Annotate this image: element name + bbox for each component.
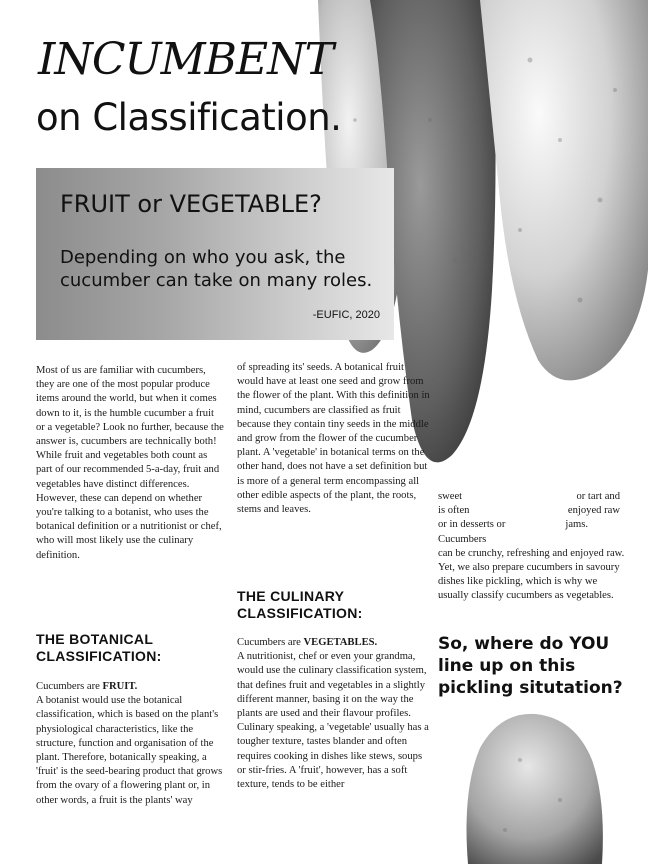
botanical-body: A botanist would use the botanical classification, which is based on the plant's physiological characteristics, like the structure, function and organisation of the plant. Therefore, botanically speaking, a 'fruit' is the seed-bearing product that grows from the ovary of a flowering plant or, in other words, a fruit is the plants' way [36, 695, 223, 806]
culinary-lead-bold: VEGETABLES. [303, 637, 378, 648]
botanical-continued: of spreading its' seeds. A botanical fruit would have at least one seed and grow from the flower of the plant. With this definition in mind, cucumbers are classified as fruit because they contain tiny seeds in the middle and grow from the flower of the cucumber plant. A 'vegetable' in botanical terms on the other hand, does not have a set definition but is more of a general term encompassing all other edible aspects of the plant, the roots, stems and leaves. [237, 362, 430, 516]
culinary-heading: THE CULINARY CLASSIFICATION: [237, 588, 363, 621]
cucumber-right [480, 0, 648, 380]
page-title-line2: on Classification. [36, 96, 342, 139]
continued-line-3a: or in desserts or [438, 519, 506, 531]
continued-line-1b: or tart and [576, 491, 620, 502]
continued-line-3b: jams. Cucumbers [438, 519, 589, 545]
botanical-lead: Cucumbers are [36, 681, 103, 692]
quote-banner [36, 168, 394, 340]
continued-line-2 [438, 504, 626, 518]
page-title-line1: INCUMBENT [38, 34, 333, 85]
culinary-body: A nutritionist, chef or even your grandma, would use the culinary classification system, that defines fruit and vegetables in a slightly different manner, basing it on the way the plants are used and their flavour profiles. Culinary speaking, a 'vegetable' usually has a tougher texture, tastes blander and often requires cooking in dishes like stews, soups or stir-fries. A 'fruit', however, has a soft texture, tends to be either [237, 651, 429, 791]
continued-line-2a: is often [438, 505, 470, 517]
banner-source: -EUFIC, 2020 [312, 309, 380, 321]
continued-line-2b: enjoyed raw [567, 505, 620, 517]
intro-paragraph: Most of us are familiar with cucumbers, they are one of the most popular produce items around the world, but when it comes down to it, is the humble cucumber a fruit or a vegetable? Look no further, because the answer is, cucumbers are technically both! While fruit and vegetables both count as part of our recommended 5-a-day, fruit and vegetables have distinct differences. However, these can depend on whether you're talking to a botanist, who uses the botanical definition or a nutritionist or chef, who will most likely use the culinary definition. [36, 365, 224, 561]
botanical-lead-bold: FRUIT. [102, 681, 138, 692]
continued-line-1 [438, 490, 626, 504]
banner-heading: FRUIT or VEGETABLE? [60, 190, 322, 218]
cucumber-bottom [467, 714, 603, 864]
culinary-lead: Cucumbers are [237, 637, 304, 648]
continued-rest: can be crunchy, refreshing and enjoyed raw. Yet, we also prepare cucumbers in savoury dishes like pickling, which is why we usually classify cucumbers as vegetables. [438, 547, 625, 602]
culinary-paragraph [237, 636, 433, 792]
culinary-continued [438, 490, 626, 604]
continued-line-1a: sweet [438, 491, 463, 502]
continued-line-3 [438, 518, 626, 546]
botanical-paragraph [36, 680, 224, 808]
botanical-heading: THE BOTANICAL CLASSIFICATION: [36, 631, 162, 664]
banner-text: Depending on who you ask, the cucumber can take on many roles. [60, 247, 373, 291]
callout-question: So, where do YOU line up on this pickling situtation? [438, 634, 623, 698]
